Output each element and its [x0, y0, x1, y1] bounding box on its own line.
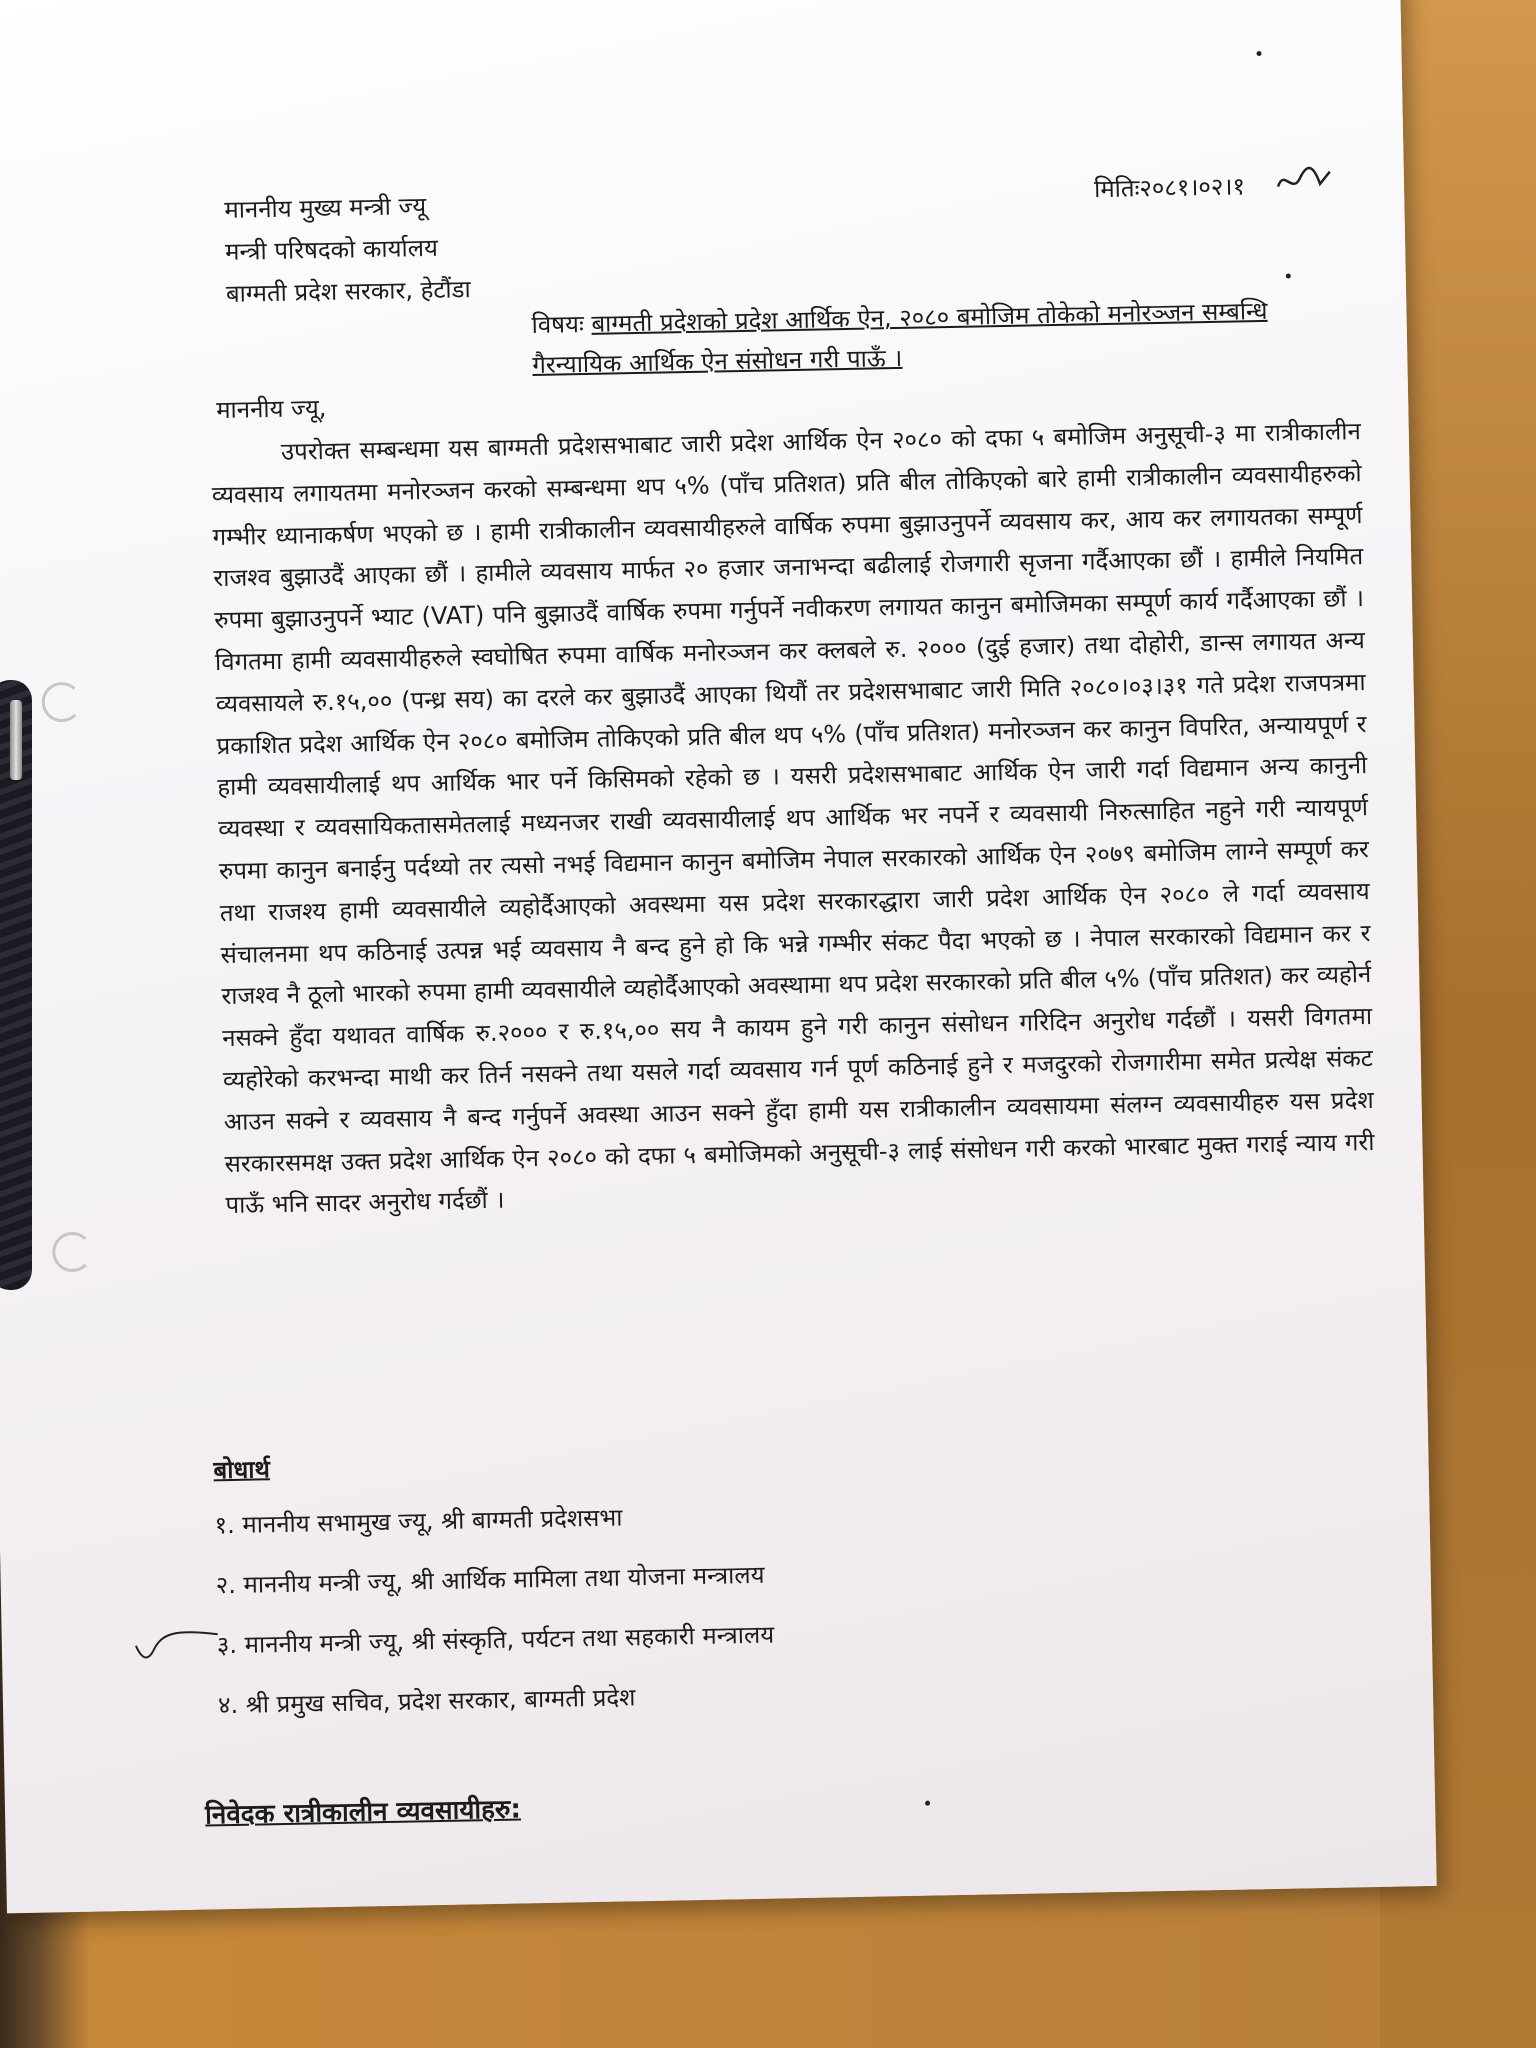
- letter-body: उपरोक्त सम्बन्धमा यस बाग्मती प्रदेशसभाबाट जारी प्रदेश आर्थिक ऐन २०८० को दफा ५ बमोजिम अनुसूची-३ मा रात्रीकालीन व्यवसाय लगायतमा मनोरञ्जन करको सम्बन्धमा थप ५% (पाँच प्रतिशत) प्रति बील तोकिएको बारे हामी रात्रीकालीन व्यवसायीहरुको गम्भीर ध्यानाकर्षण भएको छ । हामी रात्रीकालीन व्यवसायीहरुले वार्षिक रुपमा बुझाउनुपर्ने व्यवसाय कर, आय कर लगायतका सम्पूर्ण राजश्व बुझाउदैं आएका छौं । हामीले व्यवसाय मार्फत २० हजार जनाभन्दा बढीलाई रोजगारी सृजना गर्दैआएका छौं । हामीले नियमित रुपमा बुझाउनुपर्ने भ्याट (VAT) पनि बुझाउदैं वार्षिक रुपमा गर्नुपर्ने नवीकरण लगायत कानुन बमोजिमका सम्पूर्ण कार्य गर्दैआएका छौं । विगतमा हामी व्यवसायीहरुले स्वघोषित रुपमा वार्षिक मनोरञ्जन कर क्लबले रु. २००० (दुई हजार) तथा दोहोरी, डान्स लगायत अन्य व्यवसायले रु.१५,०० (पन्ध्र सय) का दरले कर बुझाउदैं आएका थियौं तर प्रदेशसभाबाट जारी मिति २०८०।०३।३१ गते प्रदेश राजपत्रमा प्रकाशित प्रदेश आर्थिक ऐन २०८० बमोजिम तोकिएको प्रति बील थप ५% (पाँच प्रतिशत) मनोरञ्जन कर कानुन विपरित, अन्यायपूर्ण र हामी व्यवसायीलाई थप आर्थिक भार पर्ने किसिमको रहेको छ । यसरी प्रदेशसभाबाट आर्थिक ऐन जारी गर्दा विद्यमान अन्य कानुनी व्यवस्था र व्यवसायिकतासमेतलाई मध्यनजर राखी व्यवसायीलाई थप आर्थिक भर नपर्ने र व्यवसायी निरुत्साहित नहुने गरी न्यायपूर्ण रुपमा कानुन बनाईनु पर्दथ्यो तर त्यसो नभई विद्यमान कानुन बमोजिम नेपाल सरकारको आर्थिक ऐन २०७९ बमोजिम लाग्ने सम्पूर्ण कर तथा राजश्य हामी व्यवसायीले व्यहोर्दैआएको अवस्थमा यस प्रदेश सरकारद्धारा जारी प्रदेश आर्थिक ऐन २०८० ले गर्दा व्यवसाय संचालनमा थप कठिनाई उत्पन्न भई व्यवसाय नै बन्द हुने हो कि भन्ने गम्भीर संकट पैदा भएको छ । नेपाल सरकारको विद्यमान कर र राजश्व नै ठूलो भारको रुपमा हामी व्यवसायीले व्यहोर्दैआएको अवस्थामा थप प्रदेश सरकारको प्रति बील ५% (पाँच प्रतिशत) कर व्यहोर्न नसक्ने हुँदा यथावत वार्षिक रु.२००० र रु.१५,०० सय नै कायम हुने गरी कानुन संसोधन गरिदिन अनुरोध गर्दछौं । यसरी विगतमा व्यहोरेको करभन्दा माथी कर तिर्न नसक्ने तथा यसले गर्दा व्यवसाय गर्न पूर्ण कठिनाई हुने र मजदुरको रोजगारीमा समेत प्रत्येक्ष संकट आउन सक्ने र व्यवसाय नै बन्द गर्नुपर्ने अवस्था आउन सक्ने हुँदा हामी यस रात्रीकालीन व्यवसायमा संलग्न व्यवसायीहरु यस प्रदेश सरकारसमक्ष उक्त प्रदेश आर्थिक ऐन २०८० को दफा ५ बमोजिमको अनुसूची-३ लाई संसोधन गरी करको भारबाट मुक्त गराई न्याय गरी पाऊँ भनि सादर अनुरोध गर्दछौं ।: [211, 417, 1375, 1220]
- salutation: माननीय ज्यू,: [215, 393, 327, 425]
- cc-item: २. माननीय मन्त्री ज्यू, श्री आर्थिक मामिला तथा योजना मन्त्रालय: [215, 1560, 765, 1600]
- cc-item: १. माननीय सभामुख ज्यू, श्री बाग्मती प्रदेशसभा: [214, 1503, 623, 1540]
- subject-prefix: विषयः: [531, 310, 585, 340]
- letter-date: मितिः२०८१।०२।१: [1093, 172, 1246, 204]
- cc-heading: बोधार्थ: [213, 1455, 271, 1485]
- speck: [925, 1801, 930, 1806]
- subject-text: बाग्मती प्रदेशको प्रदेश आर्थिक ऐन, २०८० बमोजिम तोकेको मनोरञ्जन सम्बन्धि गैरन्यायिक आर्थिक ऐन संसोधन गरी पाऊँ ।: [532, 296, 1268, 379]
- recipient-address: [224, 184, 471, 315]
- cc-item: ४. श्री प्रमुख सचिव, प्रदेश सरकार, बाग्मती प्रदेश: [217, 1683, 636, 1720]
- punch-hole-top: [41, 682, 82, 723]
- binding-clip: [10, 700, 22, 780]
- speck: [1256, 51, 1261, 56]
- checkmark-icon: [131, 1624, 222, 1666]
- address-line: मन्त्री परिषदको कार्यालय: [224, 233, 439, 266]
- cc-list: [214, 1485, 776, 1736]
- address-line: माननीय मुख्य मन्त्री ज्यू: [224, 192, 427, 224]
- punch-hole-bottom: [52, 1232, 93, 1273]
- speck: [1286, 273, 1291, 278]
- subject-line: [531, 290, 1332, 385]
- date-scribble-icon: [1274, 158, 1335, 199]
- petitioner-heading: निवेदक रात्रीकालीन व्यवसायीहरु:: [204, 1794, 522, 1831]
- cc-item: ३. माननीय मन्त्री ज्यू, श्री संस्कृति, पर्यटन तथा सहकारी मन्त्रालय: [216, 1620, 775, 1660]
- address-line: बाग्मती प्रदेश सरकार, हेटौंडा: [225, 275, 471, 308]
